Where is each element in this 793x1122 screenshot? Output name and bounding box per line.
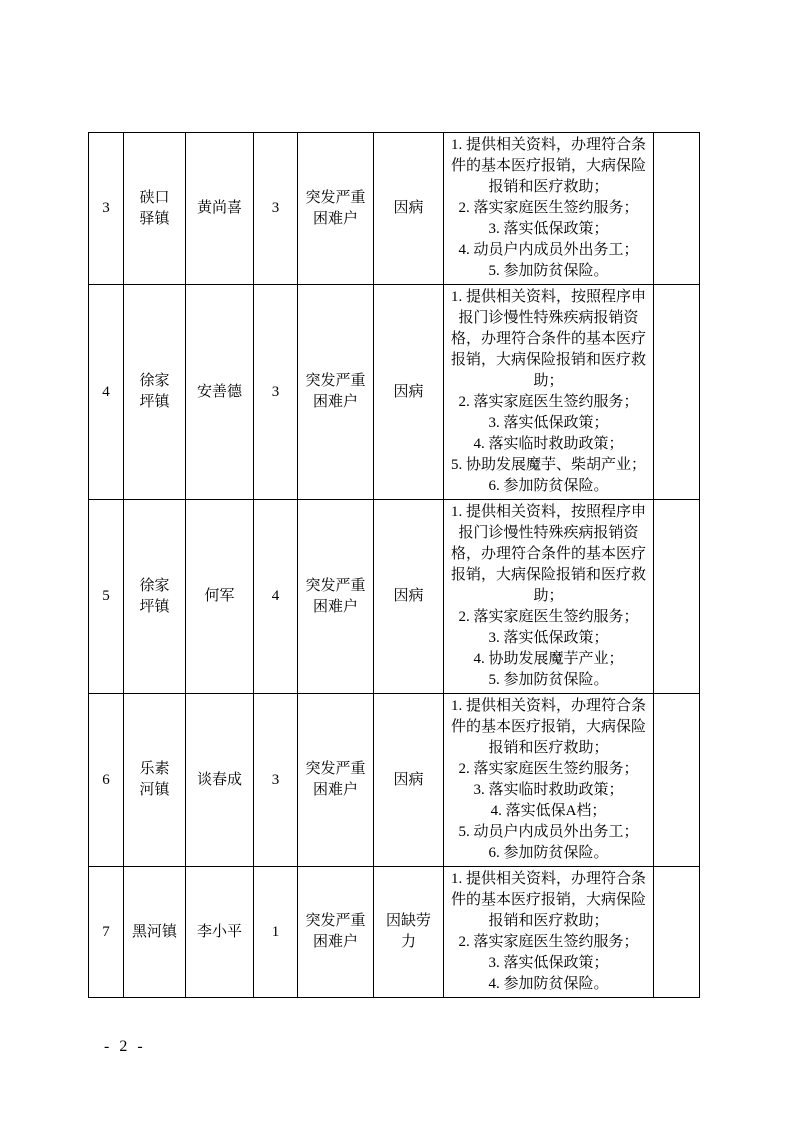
- measure-item: 5. 参加防贫保险。: [488, 263, 609, 279]
- measure-item: 6. 参加防贫保险。: [488, 478, 609, 494]
- name-cell: 安善德: [186, 285, 254, 500]
- category-cell: 突发严重困难户: [298, 694, 374, 867]
- measure-item: 5. 参加防贫保险。: [488, 672, 609, 688]
- name-cell: 何军: [186, 500, 254, 694]
- table-row: [89, 694, 700, 867]
- measure-item: 4. 动员户内成员外出务工；: [458, 242, 639, 258]
- category-cell: 突发严重困难户: [298, 285, 374, 500]
- table-row: [89, 285, 700, 500]
- measure-item: 2. 落实家庭医生签约服务；: [458, 609, 639, 625]
- category-cell: 突发严重困难户: [298, 500, 374, 694]
- remarks-cell: [654, 133, 700, 285]
- measure-item: 2. 落实家庭医生签约服务；: [458, 934, 639, 950]
- table-row: [89, 500, 700, 694]
- measure-item: 4. 落实临时救助政策；: [473, 436, 624, 452]
- measure-item: 1. 提供相关资料，办理符合条件的基本医疗报销，大病保险报销和医疗救助；: [450, 137, 646, 195]
- town-cell: 黑河镇: [124, 867, 186, 998]
- table-row: [89, 133, 700, 285]
- name-cell: 黄尚喜: [186, 133, 254, 285]
- town-cell: 乐素河镇: [124, 694, 186, 867]
- seq-cell: 3: [89, 133, 124, 285]
- measure-item: 1. 提供相关资料，按照程序申报门诊慢性特殊疾病报销资格，办理符合条件的基本医疗报销，大病保险报销和医疗救助；: [450, 289, 646, 389]
- measure-item: 1. 提供相关资料，办理符合条件的基本医疗报销，大病保险报销和医疗救助；: [450, 871, 646, 929]
- measure-item: 5. 动员户内成员外出务工；: [458, 824, 639, 840]
- measure-item: 4. 落实低保A档；: [490, 803, 607, 819]
- seq-cell: 5: [89, 500, 124, 694]
- reason-cell: 因病: [374, 500, 444, 694]
- town-cell: 徐家坪镇: [124, 285, 186, 500]
- measures-cell: [444, 694, 654, 867]
- measure-item: 2. 落实家庭医生签约服务；: [458, 200, 639, 216]
- measure-item: 4. 协助发展魔芋产业；: [473, 651, 624, 667]
- measure-item: 5. 协助发展魔芋、柴胡产业；: [450, 457, 646, 473]
- measures-cell: [444, 500, 654, 694]
- remarks-cell: [654, 867, 700, 998]
- reason-cell: 因病: [374, 285, 444, 500]
- count-cell: 3: [254, 285, 298, 500]
- category-cell: 突发严重困难户: [298, 133, 374, 285]
- reason-cell: 因缺劳力: [374, 867, 444, 998]
- count-cell: 1: [254, 867, 298, 998]
- measure-item: 3. 落实低保政策；: [488, 415, 609, 431]
- name-cell: 谈春成: [186, 694, 254, 867]
- measure-item: 3. 落实临时救助政策；: [473, 782, 624, 798]
- name-cell: 李小平: [186, 867, 254, 998]
- measure-item: 6. 参加防贫保险。: [488, 845, 609, 861]
- town-cell: 徐家坪镇: [124, 500, 186, 694]
- count-cell: 3: [254, 694, 298, 867]
- measures-cell: [444, 867, 654, 998]
- seq-cell: 7: [89, 867, 124, 998]
- assistance-table: [88, 132, 700, 998]
- measure-item: 3. 落实低保政策；: [488, 955, 609, 971]
- measure-item: 2. 落实家庭医生签约服务；: [458, 394, 639, 410]
- measure-item: 1. 提供相关资料，办理符合条件的基本医疗报销，大病保险报销和医疗救助；: [450, 698, 646, 756]
- measures-cell: [444, 133, 654, 285]
- measure-item: 2. 落实家庭医生签约服务；: [458, 761, 639, 777]
- measure-item: 3. 落实低保政策；: [488, 630, 609, 646]
- remarks-cell: [654, 285, 700, 500]
- remarks-cell: [654, 694, 700, 867]
- count-cell: 3: [254, 133, 298, 285]
- category-cell: 突发严重困难户: [298, 867, 374, 998]
- page-number: - 2 -: [104, 1038, 146, 1055]
- measure-item: 4. 参加防贫保险。: [488, 976, 609, 992]
- reason-cell: 因病: [374, 133, 444, 285]
- seq-cell: 6: [89, 694, 124, 867]
- measures-cell: [444, 285, 654, 500]
- seq-cell: 4: [89, 285, 124, 500]
- measure-item: 3. 落实低保政策；: [488, 221, 609, 237]
- count-cell: 4: [254, 500, 298, 694]
- remarks-cell: [654, 500, 700, 694]
- reason-cell: 因病: [374, 694, 444, 867]
- town-cell: 硖口驿镇: [124, 133, 186, 285]
- table-row: [89, 867, 700, 998]
- measure-item: 1. 提供相关资料，按照程序申报门诊慢性特殊疾病报销资格，办理符合条件的基本医疗报销，大病保险报销和医疗救助；: [450, 504, 646, 604]
